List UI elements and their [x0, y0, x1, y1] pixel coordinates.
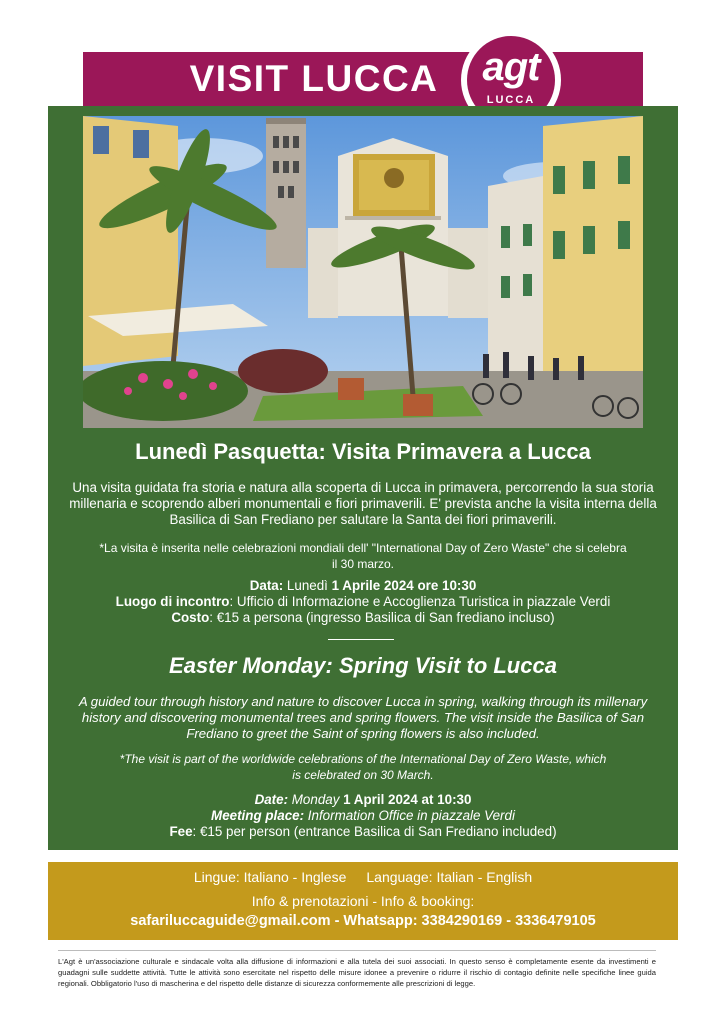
english-details [48, 792, 678, 840]
footer-rule [58, 950, 656, 951]
italian-description: Una visita guidata fra storia e natura alla scoperta di Lucca in primavera, percorrendo la sua storia millenaria e scoprendo alberi monumentali e fiori primaverili. E' prevista anche la visita interna della Basilica di San Frediano per salutare la Santa dei fiori primaverili. [69, 480, 657, 527]
italian-details [48, 578, 678, 626]
info-band [48, 862, 678, 940]
languages-italian: Lingue: Italiano - Inglese [193, 869, 347, 885]
english-fee: Fee: €15 per person (entrance Basilica di San Frediano included) [169, 824, 557, 839]
italian-meeting-place: Luogo di incontro: Ufficio di Informazione e Accoglienza Turistica in piazzale Verdi [115, 594, 611, 609]
booking-info-label: Info & prenotazioni - Info & booking: [251, 893, 475, 909]
page-title: VISIT LUCCA [189, 58, 439, 99]
contact-line: safariluccaguide@gmail.com - Whatsapp: 3384290169 - 3336479105 [130, 913, 596, 929]
italian-title: Lunedì Pasquetta: Visita Primavera a Lucca [135, 439, 591, 464]
english-date: Date: Monday 1 April 2024 at 10:30 [254, 792, 472, 807]
italian-date: Data: Lunedì 1 Aprile 2024 ore 10:30 [249, 578, 477, 593]
italian-note: *La visita è inserita nelle celebrazioni mondiali dell' "International Day of Zero Waste" che si celebra il 30 marzo. [99, 541, 627, 571]
english-note: *The visit is part of the worldwide celebrations of the International Day of Zero Waste, which is celebrated on 30 March. [119, 752, 607, 782]
languages-english: Language: Italian - English [366, 869, 533, 885]
languages-line [48, 869, 678, 885]
lucca-basilica-square-photo [83, 116, 643, 428]
english-meeting-place: Meeting place: Information Office in piazzale Verdi [211, 808, 515, 823]
logo-subtext: LUCCA [486, 94, 536, 106]
logo-text: agt [482, 45, 540, 89]
english-description: A guided tour through history and nature to discover Lucca in spring, walking through its millenary history and discovering monumental trees and spring flowers. The visit inside the Basilica of San Frediano to greet the Saint of spring flowers is also included. [78, 694, 648, 741]
italian-cost: Costo: €15 a persona (ingresso Basilica di San frediano incluso) [171, 610, 555, 625]
english-title: Easter Monday: Spring Visit to Lucca [169, 653, 557, 678]
disclaimer-text: L'Agt è un'associazione culturale e sindacale volta alla diffusione di informazioni e alla tutela dei suoi associati. In questo senso è completamente esente da investimenti e guadagni sulle suddette attività. Tutte le attività sono esercitate nel rispetto delle misure idonee a prevenire o ridurre il rischio di contagio definite nelle specifiche linee guida regionali. Obbligatorio l'uso di mascherina e del rispetto delle distanze di sicurezza conformemente alle prescrizioni di legge. [58, 957, 656, 988]
section-divider [328, 639, 394, 640]
